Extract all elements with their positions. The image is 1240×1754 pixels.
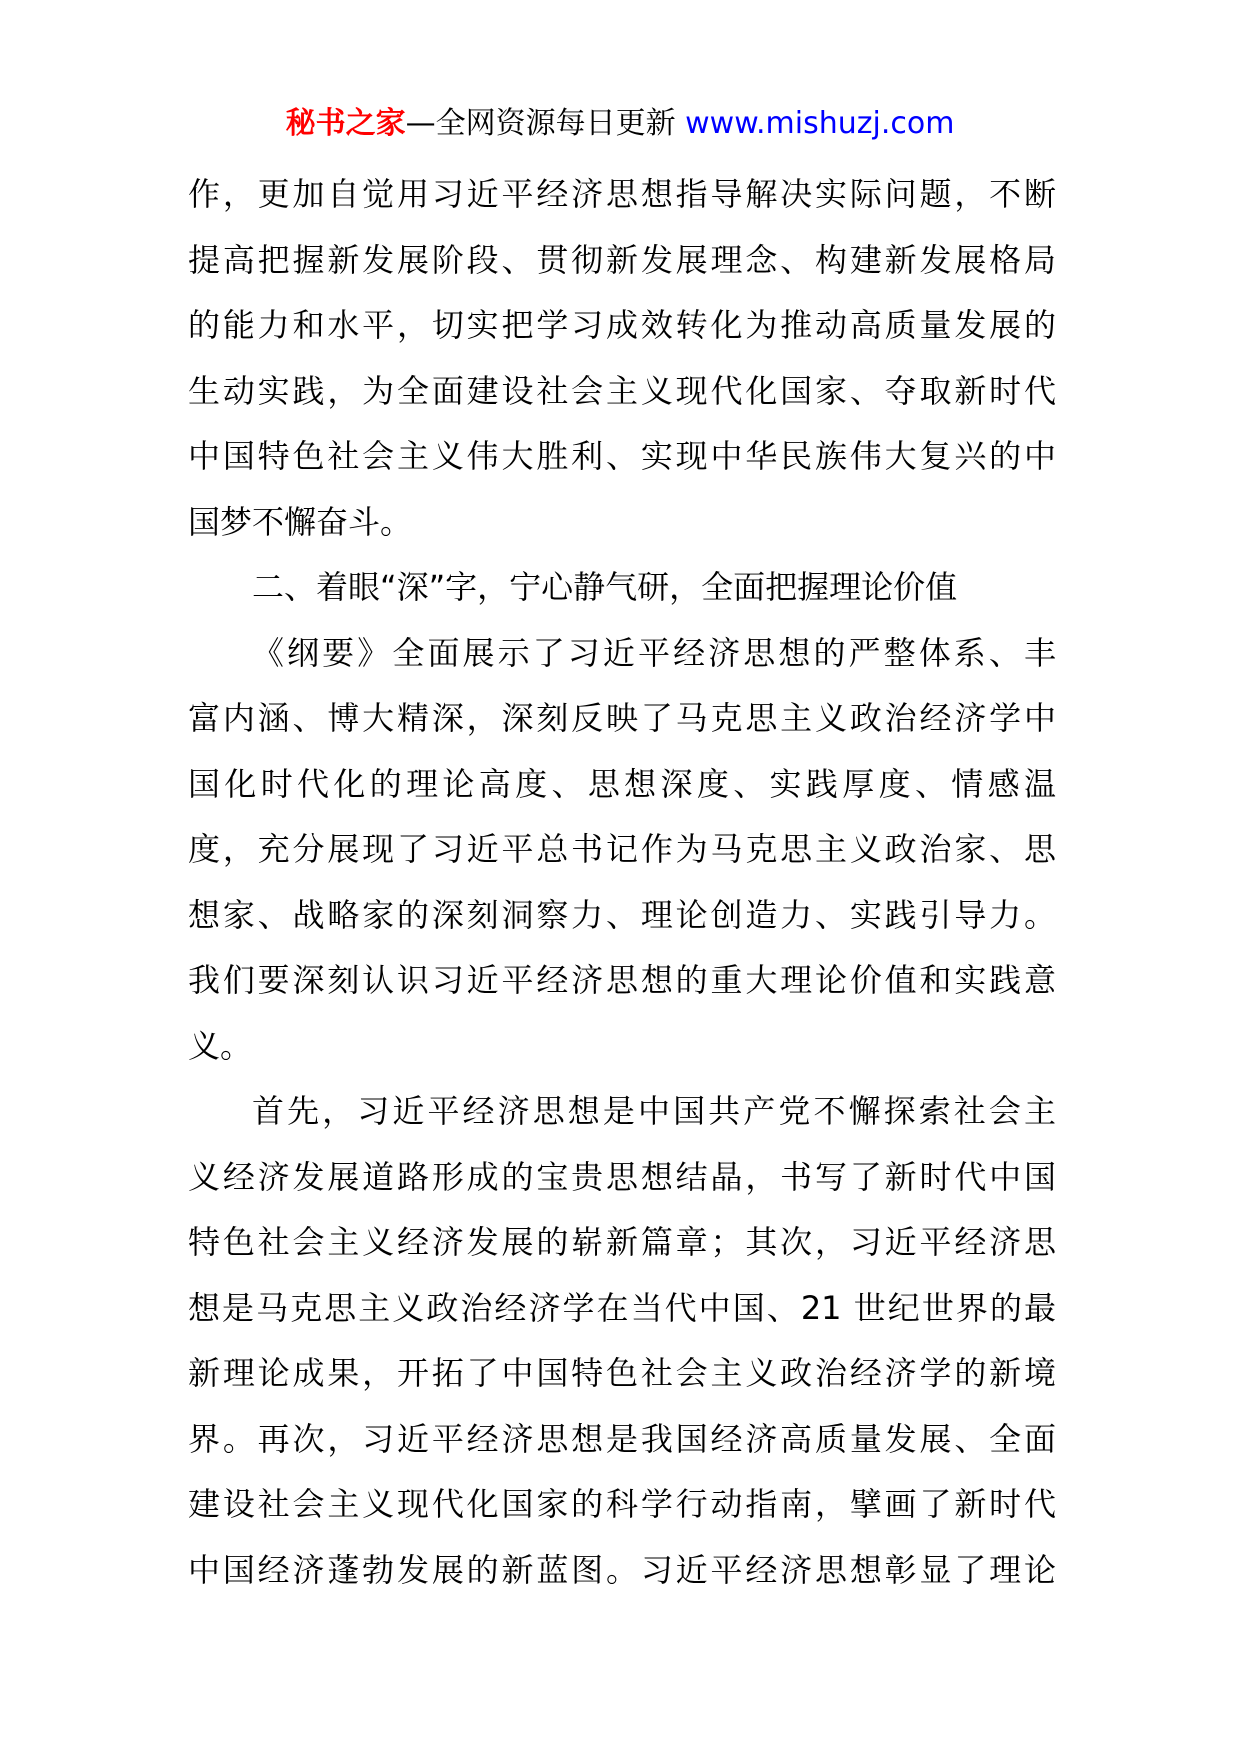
text-line: 富内涵、博大精深，深刻反映了马克思主义政治经济学中: [188, 699, 1056, 737]
text-line: 想是马克思主义政治经济学在当代中国、21 世纪世界的最: [188, 1288, 1056, 1327]
text-line: 我们要深刻认识习近平经济思想的重大理论价值和实践意: [188, 961, 1056, 999]
text-line: 提高把握新发展阶段、贯彻新发展理念、构建新发展格局: [188, 240, 1056, 279]
text-line: 《纲要》全面展示了习近平经济思想的严整体系、丰: [252, 633, 1056, 672]
text-line: 中国特色社会主义伟大胜利、实现中华民族伟大复兴的中: [188, 437, 1056, 475]
text-line: 的能力和水平，切实把学习成效转化为推动高质量发展的: [188, 306, 1056, 344]
text-line: 国化时代化的理论高度、思想深度、实践厚度、情感温: [188, 764, 1056, 803]
text-line: 界。再次，习近平经济思想是我国经济高质量发展、全面: [188, 1419, 1056, 1458]
document-body: [188, 162, 1056, 1603]
text-line: 作，更加自觉用习近平经济思想指导解决实际问题，不断: [188, 175, 1056, 213]
site-url-link[interactable]: www.mishuzj.com: [685, 106, 955, 141]
text-line: 特色社会主义经济发展的崭新篇章；其次，习近平经济思: [188, 1223, 1056, 1261]
text-line: 义经济发展道路形成的宝贵思想结晶，书写了新时代中国: [188, 1157, 1056, 1196]
text-line: 义。: [188, 1026, 253, 1065]
text-line: 中国经济蓬勃发展的新蓝图。习近平经济思想彰显了理论: [188, 1550, 1056, 1589]
site-tagline: —全网资源每日更新: [405, 106, 686, 141]
text-line: 想家、战略家的深刻洞察力、理论创造力、实践引导力。: [188, 895, 1056, 934]
text-line: 生动实践，为全面建设社会主义现代化国家、夺取新时代: [188, 371, 1056, 410]
text-line: 国梦不懈奋斗。: [188, 502, 413, 541]
site-header: [0, 102, 1240, 146]
text-line: 建设社会主义现代化国家的科学行动指南，擘画了新时代: [188, 1485, 1056, 1523]
section-heading: [188, 555, 1056, 621]
paragraph: [188, 162, 1056, 555]
paragraph: [188, 621, 1056, 1080]
text-line: 首先，习近平经济思想是中国共产党不懈探索社会主: [252, 1092, 1056, 1130]
text-line: 度，充分展现了习近平总书记作为马克思主义政治家、思: [188, 830, 1056, 868]
paragraph: [188, 1079, 1056, 1603]
heading-text: 二、着眼“深”字，宁心静气研，全面把握理论价值: [252, 568, 958, 606]
site-brand: 秘书之家: [285, 106, 406, 141]
text-line: 新理论成果，开拓了中国特色社会主义政治经济学的新境: [188, 1354, 1056, 1392]
